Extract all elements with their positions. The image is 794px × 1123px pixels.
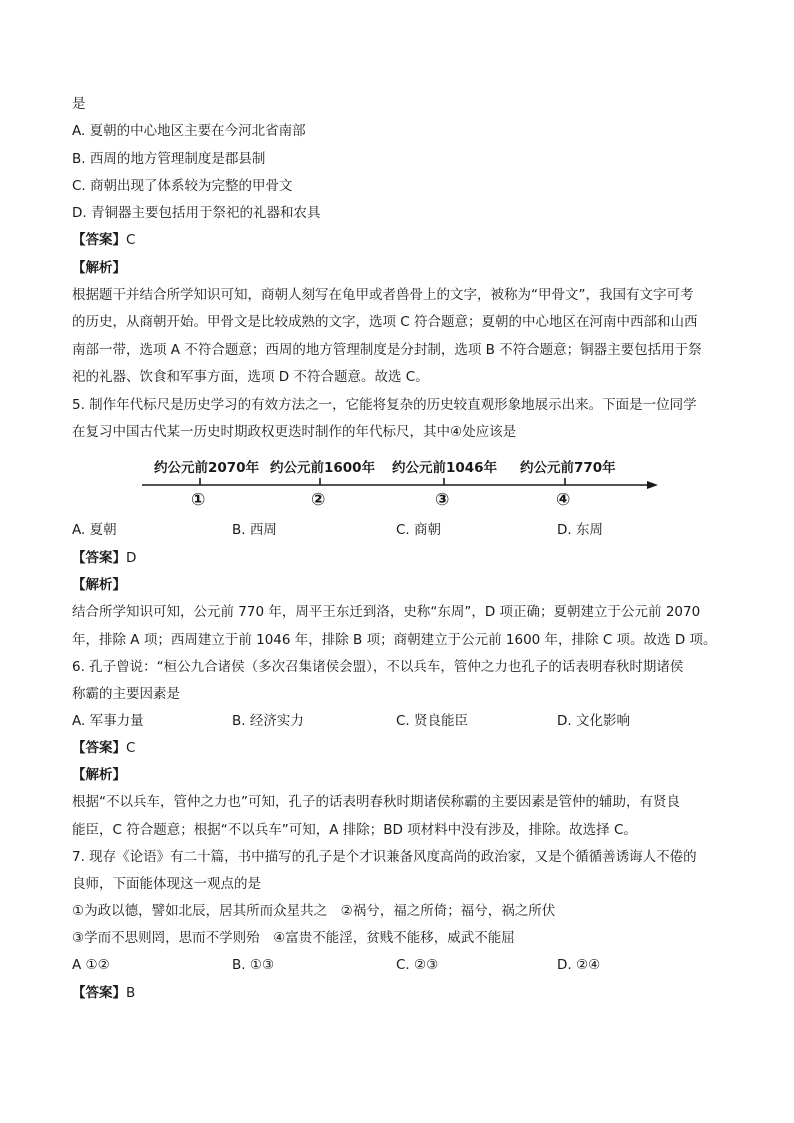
question-5-option-b: B. 西周 <box>232 522 277 538</box>
question-7-item-line: ③学而不思则罔，思而不学则殆 ④富贵不能淫，贫贱不能移，威武不能屈 <box>72 930 515 946</box>
question-5-option-d: D. 东周 <box>557 522 603 538</box>
timeline-marker: ② <box>311 490 326 510</box>
year-timeline <box>140 450 670 515</box>
timeline-year-label: 约公元前1046年 <box>392 460 498 476</box>
question-7-option-c: C. ②③ <box>396 957 439 973</box>
question-5-option-a: A. 夏朝 <box>72 522 117 538</box>
question-7-option-b: B. ①③ <box>232 957 275 973</box>
answer-tag: 【答案】 <box>72 985 126 1001</box>
question-4-option-b: B. 西周的地方管理制度是郡县制 <box>72 151 266 167</box>
question-6-option-a: A. 军事力量 <box>72 713 144 729</box>
question-7-option-a: A ①② <box>72 957 110 973</box>
question-6-analysis-tag: 【解析】 <box>72 767 126 783</box>
question-5-stem-line: 5. 制作年代标尺是历史学习的有效方法之一，它能将复杂的历史较直观形象地展示出来。下面是一位同学 <box>72 397 697 413</box>
question-6-analysis-line: 能臣，C 符合题意；根据“不以兵车”可知，A 排除；BD 项材料中没有涉及，排除。故选择 C。 <box>72 822 637 838</box>
question-4-option-c: C. 商朝出现了体系较为完整的甲骨文 <box>72 178 293 194</box>
question-5-analysis-line: 结合所学知识可知，公元前 770 年，周平王东迁到洛，史称“东周”，D 项正确；夏朝建立于公元前 2070 <box>72 604 701 620</box>
question-7-answer <box>72 984 135 1002</box>
question-4-analysis-tag: 【解析】 <box>72 260 126 276</box>
question-7-stem-line: 7. 现存《论语》有二十篇，书中描写的孔子是个才识兼备风度高尚的政治家，又是个循循善诱诲人不倦的 <box>72 849 697 865</box>
question-4-stem-tail: 是 <box>72 96 86 112</box>
answer-value: D <box>126 550 137 566</box>
timeline-year-label: 约公元前770年 <box>520 460 616 476</box>
question-4-option-a: A. 夏朝的中心地区主要在今河北省南部 <box>72 123 306 139</box>
answer-tag: 【答案】 <box>72 550 126 566</box>
question-5-analysis-tag: 【解析】 <box>72 577 126 593</box>
question-6-answer <box>72 739 135 757</box>
timeline-marker: ③ <box>435 490 450 510</box>
timeline-year-label: 约公元前2070年 <box>154 460 260 476</box>
question-6-stem-line: 称霸的主要因素是 <box>72 686 180 702</box>
question-6-analysis-line: 根据“不以兵车，管仲之力也”可知，孔子的话表明春秋时期诸侯称霸的主要因素是管仲的辅助，有贤良 <box>72 794 680 810</box>
question-4-analysis-line: 的历史，从商朝开始。甲骨文是比较成熟的文字，选项 C 符合题意；夏朝的中心地区在河南中西部和山西 <box>72 314 698 330</box>
answer-tag: 【答案】 <box>72 232 126 248</box>
question-6-option-d: D. 文化影响 <box>557 713 630 729</box>
answer-value: C <box>126 232 136 248</box>
question-6-stem-line: 6. 孔子曾说：“桓公九合诸侯（多次召集诸侯会盟），不以兵车，管仲之力也孔子的话表明春秋时期诸侯 <box>72 659 684 675</box>
question-4-analysis-line: 南部一带，选项 A 不符合题意；西周的地方管理制度是分封制，选项 B 不符合题意；铜器主要包括用于祭 <box>72 342 702 358</box>
question-4-answer <box>72 231 135 249</box>
question-5-stem-line: 在复习中国古代某一历史时期政权更迭时制作的年代标尺，其中④处应该是 <box>72 424 517 440</box>
question-4-analysis-line: 祀的礼器、饮食和军事方面，选项 D 不符合题意。故选 C。 <box>72 369 429 385</box>
question-7-option-d: D. ②④ <box>557 957 601 973</box>
question-4-analysis-line: 根据题干并结合所学知识可知，商朝人刻写在龟甲或者兽骨上的文字，被称为“甲骨文”，我国有文字可考 <box>72 287 694 303</box>
question-5-analysis-line: 年，排除 A 项；西周建立于前 1046 年，排除 B 项；商朝建立于公元前 1600 年，排除 C 项。故选 D 项。 <box>72 632 717 648</box>
question-7-item-line: ①为政以德，譬如北辰，居其所而众星共之 ②祸兮，福之所倚；福兮，祸之所伏 <box>72 903 556 919</box>
answer-value: B <box>126 985 136 1001</box>
question-7-stem-line: 良师，下面能体现这一观点的是 <box>72 876 261 892</box>
answer-tag: 【答案】 <box>72 740 126 756</box>
timeline-marker: ① <box>191 490 206 510</box>
question-6-option-b: B. 经济实力 <box>232 713 304 729</box>
question-5-answer <box>72 549 136 567</box>
question-4-option-d: D. 青铜器主要包括用于祭祀的礼器和农具 <box>72 205 321 221</box>
timeline-marker: ④ <box>556 490 571 510</box>
question-6-option-c: C. 贤良能臣 <box>396 713 469 729</box>
answer-value: C <box>126 740 136 756</box>
timeline-year-label: 约公元前1600年 <box>270 460 376 476</box>
question-5-option-c: C. 商朝 <box>396 522 442 538</box>
